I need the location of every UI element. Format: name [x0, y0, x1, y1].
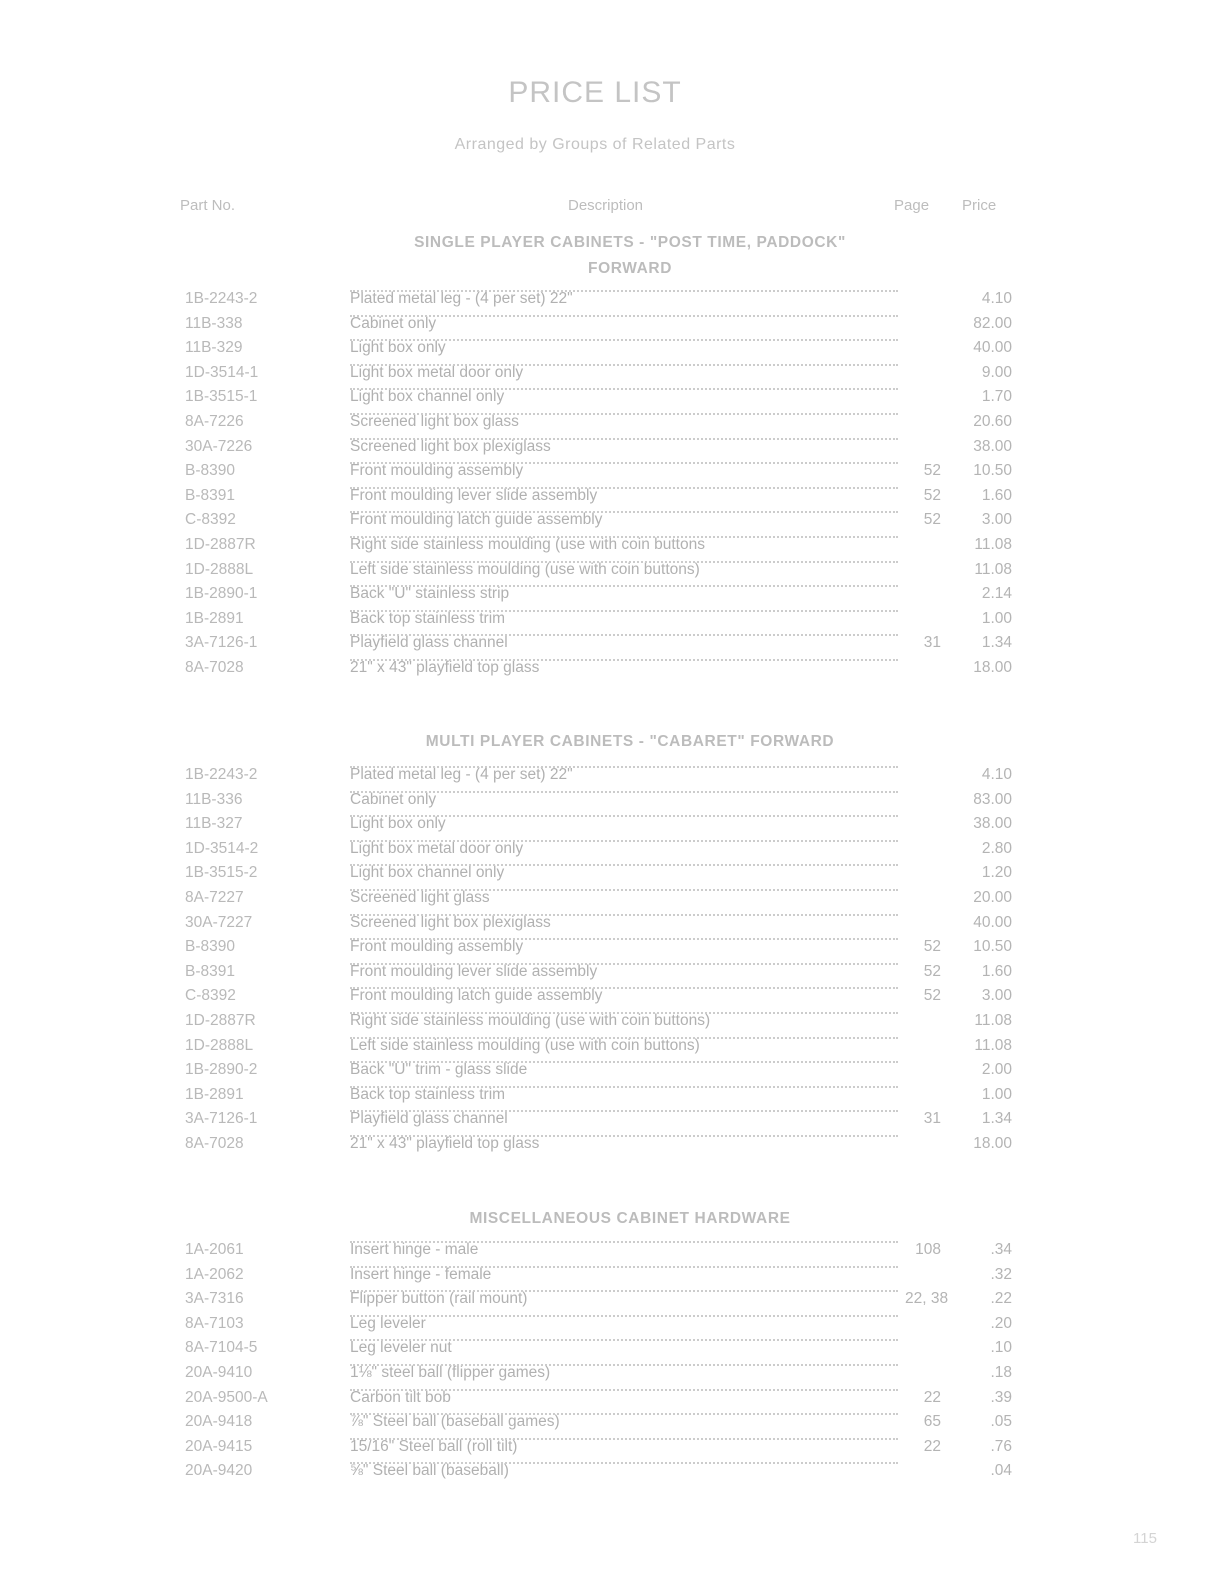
table-row: [0, 290, 1230, 315]
dot-leader: [350, 840, 898, 842]
dot-leader: [350, 1462, 898, 1464]
description-cell: [350, 634, 898, 654]
catalog-page: 52: [923, 486, 941, 504]
description-cell: [350, 1339, 898, 1359]
table-row: [0, 585, 1230, 610]
part-price: .10: [990, 1339, 1012, 1357]
part-description: Screened light box glass: [350, 413, 523, 430]
table-row: [0, 840, 1230, 865]
description-cell: [350, 1037, 898, 1057]
part-number: 3A-7316: [185, 1290, 244, 1308]
part-description: Playfield glass channel: [350, 634, 512, 651]
catalog-page: 52: [923, 462, 941, 480]
section-title-misc-hardware: [320, 1206, 940, 1232]
part-price: 11.08: [974, 1036, 1012, 1054]
dot-leader: [350, 462, 898, 464]
part-price: 10.50: [973, 462, 1012, 480]
description-cell: [350, 1086, 898, 1106]
part-price: .34: [990, 1241, 1012, 1258]
part-number: 1B-2891: [185, 1085, 244, 1103]
page-subtitle: Arranged by Groups of Related Parts: [454, 136, 736, 153]
description-cell: [350, 864, 898, 884]
catalog-page: 108: [915, 1241, 941, 1258]
part-number: 1B-2243-2: [185, 290, 258, 307]
part-price: 10.50: [973, 938, 1012, 956]
part-price: .18: [990, 1363, 1012, 1381]
part-number: 30A-7226: [185, 437, 253, 455]
section-title-single-player: [320, 230, 940, 282]
part-number: 30A-7227: [185, 913, 253, 931]
dot-leader: [350, 963, 898, 965]
part-number: 1B-2243-2: [185, 766, 258, 783]
header-page: Page: [894, 197, 930, 214]
dot-leader: [350, 1037, 898, 1039]
part-number: B-8390: [185, 938, 235, 956]
part-price: 18.00: [973, 1134, 1012, 1152]
header-price: Price: [962, 197, 997, 214]
part-number: 11B-327: [185, 815, 243, 833]
dot-leader: [350, 290, 898, 292]
dot-leader: [350, 511, 898, 513]
catalog-page: 22: [923, 1437, 941, 1455]
part-description: Light box channel only: [350, 388, 508, 405]
part-number: 3A-7126-1: [185, 634, 258, 652]
part-description: Plated metal leg - (4 per set) 22": [350, 766, 577, 783]
dot-leader: [350, 1012, 898, 1014]
part-description: Back "U" trim - glass slide: [350, 1061, 531, 1078]
dot-leader: [350, 1339, 898, 1341]
part-price: 9.00: [981, 363, 1012, 381]
description-cell: [350, 914, 898, 934]
part-description: Left side stainless moulding (use with coin buttons): [350, 1037, 704, 1054]
table-row: [0, 1413, 1230, 1438]
table-row: [0, 815, 1230, 840]
table-row: [0, 1037, 1230, 1062]
part-description: Cabinet only: [350, 315, 440, 332]
catalog-page: 22: [923, 1388, 941, 1406]
table-row: [0, 364, 1230, 389]
part-price: 1.00: [981, 1085, 1012, 1103]
section-title-line: MULTI PLAYER CABINETS - "CABARET" FORWARD: [425, 733, 835, 750]
table-row: [0, 1012, 1230, 1037]
part-number: 1B-3515-2: [185, 864, 258, 882]
section-title-line: FORWARD: [588, 260, 672, 277]
table-row: [0, 1241, 1230, 1266]
description-cell: [350, 659, 898, 679]
table-row: [0, 1086, 1230, 1111]
section-rows-multi-player: [0, 766, 1230, 1160]
part-description: Right side stainless moulding (use with coin buttons: [350, 536, 709, 553]
table-row: [0, 634, 1230, 659]
part-price: 40.00: [973, 339, 1012, 357]
part-description: Front moulding lever slide assembly: [350, 487, 601, 504]
page-number: 115: [1133, 1530, 1157, 1547]
description-cell: [350, 1462, 898, 1482]
part-price: 82.00: [973, 314, 1012, 332]
part-description: Back "U" stainless strip: [350, 585, 513, 602]
part-description: Front moulding latch guide assembly: [350, 511, 606, 528]
part-price: 11.08: [974, 535, 1012, 553]
table-row: [0, 1315, 1230, 1340]
description-cell: [350, 938, 898, 958]
table-row: [0, 791, 1230, 816]
part-description: Cabinet only: [350, 791, 440, 808]
part-number: 1D-3514-2: [185, 839, 259, 857]
catalog-page: 52: [923, 987, 941, 1005]
table-row: [0, 561, 1230, 586]
table-row: [0, 610, 1230, 635]
section-rows-misc-hardware: [0, 1241, 1230, 1487]
table-row: [0, 1389, 1230, 1414]
part-number: 20A-9420: [185, 1462, 253, 1480]
description-cell: [350, 1012, 898, 1032]
dot-leader: [350, 1061, 898, 1063]
part-price: .39: [990, 1388, 1012, 1406]
part-price: 11.08: [974, 1011, 1012, 1029]
part-price: 38.00: [973, 437, 1012, 455]
dot-leader: [350, 987, 898, 989]
part-description: Light box only: [350, 339, 450, 356]
part-description: 15/16" Steel ball (roll tilt): [350, 1438, 521, 1455]
part-description: 21" x 43" playfield top glass: [350, 1135, 543, 1152]
part-number: 1B-2891: [185, 609, 244, 627]
part-description: Front moulding latch guide assembly: [350, 987, 606, 1004]
description-cell: [350, 511, 898, 531]
dot-leader: [350, 1241, 898, 1243]
part-number: B-8391: [185, 486, 235, 504]
dot-leader: [350, 1086, 898, 1088]
table-row: [0, 315, 1230, 340]
description-cell: [350, 1110, 898, 1130]
description-cell: [350, 1266, 898, 1286]
description-cell: [350, 1364, 898, 1384]
dot-leader: [350, 1389, 898, 1391]
part-description: Front moulding assembly: [350, 462, 527, 479]
part-description: Insert hinge - female: [350, 1266, 495, 1283]
part-number: 1D-2887R: [185, 1011, 256, 1029]
part-number: 20A-9415: [185, 1437, 253, 1455]
part-number: C-8392: [185, 511, 236, 529]
dot-leader: [350, 1413, 898, 1415]
part-number: 1B-2890-1: [185, 585, 258, 603]
catalog-page: 52: [923, 962, 941, 980]
catalog-page: 65: [923, 1413, 941, 1431]
part-description: ⅝" Steel ball (baseball): [350, 1462, 513, 1479]
table-row: [0, 864, 1230, 889]
header-part-no: Part No.: [180, 197, 236, 214]
table-row: [0, 889, 1230, 914]
dot-leader: [350, 561, 898, 563]
part-price: 1.34: [981, 1110, 1012, 1128]
part-price: .04: [990, 1462, 1012, 1480]
part-price: 1.70: [981, 388, 1012, 406]
part-number: 8A-7028: [185, 1134, 244, 1152]
dot-leader: [350, 914, 898, 916]
description-cell: [350, 1389, 898, 1409]
table-row: [0, 487, 1230, 512]
part-number: 20A-9418: [185, 1413, 253, 1431]
part-description: Back top stainless trim: [350, 610, 509, 627]
description-cell: [350, 438, 898, 458]
dot-leader: [350, 438, 898, 440]
table-row: [0, 1339, 1230, 1364]
dot-leader: [350, 487, 898, 489]
part-price: 1.00: [981, 609, 1012, 627]
part-description: Leg leveler nut: [350, 1339, 456, 1356]
dot-leader: [350, 1135, 898, 1137]
catalog-page: 22, 38: [905, 1290, 949, 1308]
table-row: [0, 413, 1230, 438]
table-row: [0, 963, 1230, 988]
part-number: 20A-9500-A: [185, 1388, 268, 1406]
table-row: [0, 1061, 1230, 1086]
dot-leader: [350, 364, 898, 366]
part-price: 2.80: [981, 839, 1012, 857]
catalog-page: 31: [923, 634, 941, 652]
part-description: Front moulding assembly: [350, 938, 527, 955]
part-description: Light box channel only: [350, 864, 508, 881]
part-number: 1D-2888L: [185, 560, 254, 578]
description-cell: [350, 840, 898, 860]
part-number: 8A-7028: [185, 658, 244, 676]
dot-leader: [350, 1315, 898, 1317]
dot-leader: [350, 815, 898, 817]
part-description: Plated metal leg - (4 per set) 22": [350, 290, 577, 307]
description-cell: [350, 963, 898, 983]
part-price: 3.00: [981, 511, 1012, 529]
dot-leader: [350, 634, 898, 636]
part-price: 20.60: [973, 412, 1012, 430]
part-number: B-8391: [185, 962, 235, 980]
table-row: [0, 1290, 1230, 1315]
part-description: Light box metal door only: [350, 364, 527, 381]
part-price: 3.00: [981, 987, 1012, 1005]
dot-leader: [350, 659, 898, 661]
dot-leader: [350, 1364, 898, 1366]
catalog-page: 31: [923, 1110, 941, 1128]
page-title: PRICE LIST: [508, 76, 682, 109]
table-row: [0, 1266, 1230, 1291]
part-number: 11B-336: [185, 790, 243, 808]
description-cell: [350, 1413, 898, 1433]
part-number: 8A-7103: [185, 1314, 244, 1332]
dot-leader: [350, 1110, 898, 1112]
dot-leader: [350, 864, 898, 866]
part-description: Front moulding lever slide assembly: [350, 963, 601, 980]
description-cell: [350, 791, 898, 811]
part-description: Playfield glass channel: [350, 1110, 512, 1127]
part-description: 1⅛" steel ball (flipper games): [350, 1364, 554, 1381]
part-description: Light box metal door only: [350, 840, 527, 857]
part-number: 11B-338: [185, 314, 243, 332]
description-cell: [350, 889, 898, 909]
dot-leader: [350, 1438, 898, 1440]
description-cell: [350, 1438, 898, 1458]
description-cell: [350, 388, 898, 408]
part-description: Screened light glass: [350, 889, 494, 906]
description-cell: [350, 815, 898, 835]
table-row: [0, 1110, 1230, 1135]
part-price: 1.60: [981, 962, 1012, 980]
description-cell: [350, 339, 898, 359]
table-row: [0, 438, 1230, 463]
description-cell: [350, 987, 898, 1007]
part-number: 1D-2888L: [185, 1036, 254, 1054]
description-cell: [350, 561, 898, 581]
dot-leader: [350, 938, 898, 940]
part-price: 38.00: [973, 815, 1012, 833]
section-title-line: SINGLE PLAYER CABINETS - "POST TIME, PADDOCK": [414, 234, 846, 251]
part-number: 1A-2062: [185, 1265, 244, 1283]
dot-leader: [350, 1266, 898, 1268]
dot-leader: [350, 766, 898, 768]
part-number: 1D-2887R: [185, 535, 256, 553]
part-description: Leg leveler: [350, 1315, 430, 1332]
part-description: Right side stainless moulding (use with coin buttons): [350, 1012, 714, 1029]
part-description: Screened light box plexiglass: [350, 438, 555, 455]
part-price: 1.34: [981, 634, 1012, 652]
description-cell: [350, 1135, 898, 1155]
description-cell: [350, 610, 898, 630]
part-number: 8A-7227: [185, 888, 244, 906]
part-price: .05: [990, 1413, 1012, 1431]
part-number: C-8392: [185, 987, 236, 1005]
description-cell: [350, 1061, 898, 1081]
part-price: 20.00: [973, 888, 1012, 906]
dot-leader: [350, 315, 898, 317]
part-price: 18.00: [973, 658, 1012, 676]
part-price: .20: [990, 1314, 1012, 1332]
table-row: [0, 339, 1230, 364]
part-description: ⅞" Steel ball (baseball games): [350, 1413, 564, 1430]
part-price: .32: [990, 1265, 1012, 1283]
dot-leader: [350, 585, 898, 587]
part-description: Screened light box plexiglass: [350, 914, 555, 931]
dot-leader: [350, 413, 898, 415]
dot-leader: [350, 1290, 898, 1292]
part-price: 83.00: [973, 790, 1012, 808]
part-description: Left side stainless moulding (use with coin buttons): [350, 561, 704, 578]
part-description: Insert hinge - male: [350, 1241, 482, 1258]
part-price: 2.14: [981, 585, 1012, 603]
table-row: [0, 1135, 1230, 1160]
section-rows-single-player: [0, 290, 1230, 684]
table-row: [0, 938, 1230, 963]
part-number: 8A-7104-5: [185, 1339, 258, 1357]
part-price: 4.10: [981, 290, 1012, 307]
table-row: [0, 388, 1230, 413]
dot-leader: [350, 536, 898, 538]
part-description: 21" x 43" playfield top glass: [350, 659, 543, 676]
part-price: 1.20: [981, 864, 1012, 882]
table-row: [0, 1364, 1230, 1389]
description-cell: [350, 766, 898, 786]
table-row: [0, 914, 1230, 939]
part-price: .22: [990, 1290, 1012, 1308]
dot-leader: [350, 791, 898, 793]
description-cell: [350, 487, 898, 507]
part-price: 11.08: [974, 560, 1012, 578]
table-row: [0, 511, 1230, 536]
table-row: [0, 462, 1230, 487]
dot-leader: [350, 339, 898, 341]
section-title-multi-player: [320, 729, 940, 755]
table-row: [0, 987, 1230, 1012]
part-number: 3A-7126-1: [185, 1110, 258, 1128]
table-row: [0, 1462, 1230, 1487]
part-price: 1.60: [981, 486, 1012, 504]
part-number: 1A-2061: [185, 1241, 244, 1258]
part-number: 1B-2890-2: [185, 1061, 258, 1079]
description-cell: [350, 536, 898, 556]
description-cell: [350, 585, 898, 605]
dot-leader: [350, 388, 898, 390]
part-description: Light box only: [350, 815, 450, 832]
part-price: 40.00: [973, 913, 1012, 931]
description-cell: [350, 413, 898, 433]
table-row: [0, 536, 1230, 561]
description-cell: [350, 1290, 898, 1310]
catalog-page: 52: [923, 511, 941, 529]
description-cell: [350, 1241, 898, 1261]
part-number: B-8390: [185, 462, 235, 480]
part-description: Carbon tilt bob: [350, 1389, 455, 1406]
description-cell: [350, 1315, 898, 1335]
part-number: 1D-3514-1: [185, 363, 259, 381]
description-cell: [350, 462, 898, 482]
part-description: Back top stainless trim: [350, 1086, 509, 1103]
dot-leader: [350, 610, 898, 612]
description-cell: [350, 290, 898, 310]
dot-leader: [350, 889, 898, 891]
part-description: Flipper button (rail mount): [350, 1290, 531, 1307]
header-description: Description: [568, 197, 644, 214]
part-number: 11B-329: [185, 339, 243, 357]
part-price: 2.00: [981, 1061, 1012, 1079]
part-price: .76: [990, 1437, 1012, 1455]
catalog-page: 52: [923, 938, 941, 956]
part-number: 8A-7226: [185, 412, 244, 430]
description-cell: [350, 364, 898, 384]
description-cell: [350, 315, 898, 335]
table-row: [0, 659, 1230, 684]
part-price: 4.10: [981, 766, 1012, 783]
part-number: 20A-9410: [185, 1363, 253, 1381]
part-number: 1B-3515-1: [185, 388, 258, 406]
table-row: [0, 1438, 1230, 1463]
section-title-line: MISCELLANEOUS CABINET HARDWARE: [469, 1210, 791, 1227]
table-row: [0, 766, 1230, 791]
